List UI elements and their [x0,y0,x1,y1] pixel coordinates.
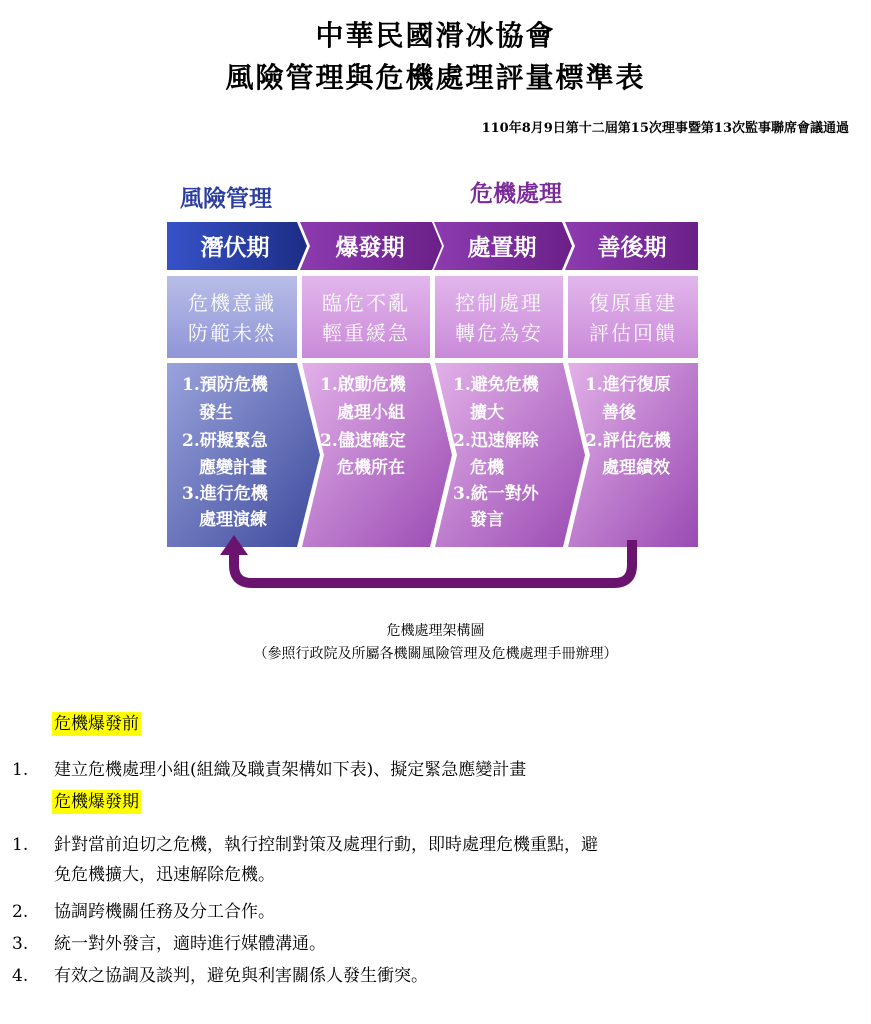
list-text: 協調跨機關任務及分工合作。 [54,902,275,922]
action-line: 危機所在 [320,458,405,478]
approval-note: 110年8月9日第十二屆第15次理事暨第13次監事聯席會議通過 [481,121,849,136]
action-box-aftermath [568,363,698,547]
action-line: 3.統一對外 [453,484,539,504]
list-number: 4. [12,966,29,986]
action-line: 2.研擬緊急 [182,431,268,451]
list-text: 建立危機處理小組(組織及職責架構如下表)、擬定緊急應變計畫 [54,760,527,780]
action-line: 1.啟動危機 [320,375,406,395]
document-subtitle: 風險管理與危機處理評量標準表 [225,61,646,94]
action-line: 擴大 [453,403,504,423]
action-line: 處理小組 [320,403,405,423]
motto-box-handling [435,276,563,358]
action-line: 善後 [585,403,636,423]
motto-box-outbreak [302,276,430,358]
action-line: 處理績效 [585,458,670,478]
phase-header-handling [434,222,572,270]
action-line: 1.避免危機 [453,375,539,395]
action-line: 發言 [453,510,504,530]
document-title: 中華民國滑冰協會 [315,19,556,52]
phase-name: 爆發期 [335,234,405,261]
list-number: 2. [12,902,29,922]
action-box-handling [435,363,585,547]
diagram-caption: 危機處理架構圖 [386,623,485,639]
crisis-management-diagram [160,175,705,600]
motto-line: 轉危為安 [455,321,543,345]
section-heading-before-crisis: 危機爆發前 [54,714,139,734]
action-line: 應變計畫 [182,458,267,478]
motto-line: 防範未然 [188,321,276,345]
motto-line: 輕重緩急 [322,321,410,345]
list-number: 3. [12,934,29,954]
motto-line: 控制處理 [455,291,543,315]
motto-line: 危機意識 [188,291,276,315]
diagram-caption-note: （參照行政院及所屬各機關風險管理及危機處理手冊辦理） [253,646,618,662]
phase-header-latent [167,222,307,270]
action-line: 發生 [182,403,233,423]
group-label-risk: 風險管理 [180,185,272,212]
action-line: 2.評估危機 [585,431,671,451]
action-line: 危機 [453,458,504,478]
phase-name: 處置期 [467,234,537,261]
action-line: 1.預防危機 [182,375,268,395]
action-line: 1.進行復原 [585,375,671,395]
list-text: 統一對外發言，適時進行媒體溝通。 [54,934,326,954]
action-line: 2.儘速確定 [320,431,406,451]
action-line: 3.進行危機 [182,484,268,504]
motto-box-aftermath [568,276,698,358]
motto-line: 評估回饋 [589,321,677,345]
list-number: 1. [12,835,29,855]
section-heading-crisis-outbreak: 危機爆發期 [54,792,139,812]
list-text-continued: 免危機擴大，迅速解除危機。 [54,865,275,885]
motto-line: 臨危不亂 [322,291,410,315]
list-text: 針對當前迫切之危機，執行控制對策及處理行動，即時處理危機重點，避 [54,835,598,855]
group-label-crisis: 危機處理 [470,180,562,207]
action-box-outbreak [302,363,452,547]
phase-name: 善後期 [597,234,667,261]
action-line: 2.迅速解除 [453,431,539,451]
motto-line: 復原重建 [589,291,677,315]
action-box-latent [167,363,320,547]
list-text: 有效之協調及談判，避免與利害關係人發生衝突。 [54,966,428,986]
phase-header-outbreak [300,222,442,270]
phase-name: 潛伏期 [200,234,270,261]
motto-box-latent [167,276,297,358]
phase-header-aftermath [565,222,698,270]
action-line: 處理演練 [182,510,267,530]
list-number: 1. [12,760,29,780]
